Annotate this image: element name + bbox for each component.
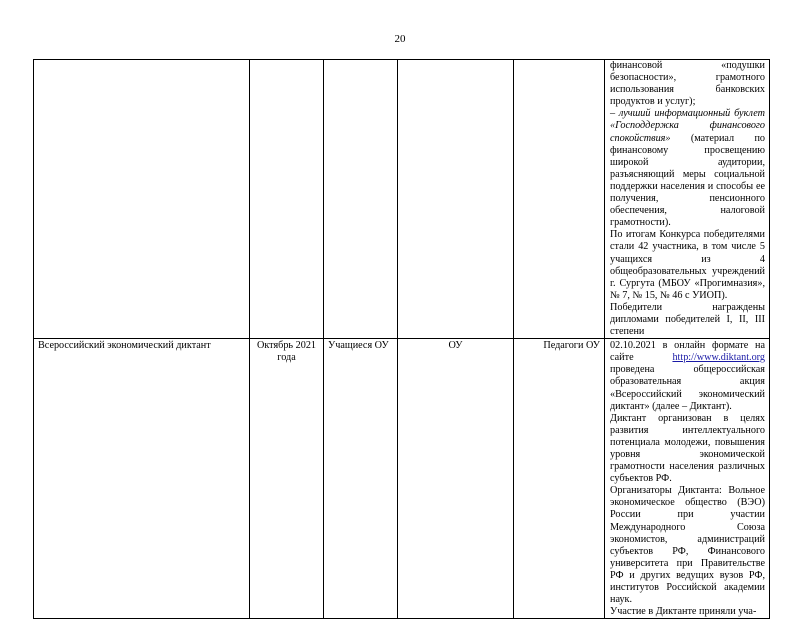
event-cell: Всероссийский экономический диктант	[34, 339, 250, 619]
description-paragraph: 02.10.2021 в онлайн формате на сайте http://www.diktant.org проведена общероссийская образовательная акция «Всероссийский экономический диктант» (далее – Диктант).	[610, 340, 765, 412]
responsible-cell: Педагоги ОУ	[514, 339, 605, 619]
description-paragraph: Победители награждены дипломами победителей I, II, III степени	[610, 301, 765, 338]
description-cell	[605, 60, 770, 339]
date-cell: Октябрь 2021 года	[250, 339, 324, 619]
level-cell: ОУ	[398, 339, 514, 619]
description-paragraph: Организаторы Диктанта: Вольное экономическое общество (ВЭО) России при участии Международного Союза экономистов, администраций субъектов РФ, Финансового университета при Правительстве РФ и других ведущих вузов РФ, институтов Российской академии наук.	[610, 485, 765, 606]
participants-cell: Учащиеся ОУ	[324, 339, 398, 619]
diktant-link[interactable]: http://www.diktant.org	[672, 352, 765, 364]
table-row	[34, 60, 770, 339]
booklet-description: (материал по финансовому просвещению широкой аудитории, разъясняющий меры социальной поддержки населения и способы ее получения, пенсионного обеспечения, налоговой грамотности).	[610, 132, 765, 229]
level-cell	[398, 60, 514, 339]
booklet-title: – лучший информационный буклет «Господдержка финансового спокойствия»	[610, 108, 765, 144]
description-cell	[605, 339, 770, 619]
description-paragraph: финансовой «подушки безопасности», грамотного использования банковских продуктов и услуг);	[610, 60, 765, 108]
description-paragraph: Диктант организован в целях развития интеллектуального потенциала молодежи, повышения уровня экономической грамотности населения различных субъектов РФ.	[610, 412, 765, 485]
page-number: 20	[394, 33, 406, 45]
table-row	[34, 339, 770, 619]
description-paragraph	[610, 108, 765, 229]
event-cell	[34, 60, 250, 339]
date-cell	[250, 60, 324, 339]
description-paragraph: По итогам Конкурса победителями стали 42 участника, в том числе 5 учащихся из 4 общеобразовательных учреждений г. Сургута (МБОУ «Прогимназия», № 7, № 15, № 46 с УИОП).	[610, 229, 765, 301]
participants-cell	[324, 60, 398, 339]
description-paragraph: Участие в Диктанте приняли уча-	[610, 606, 757, 618]
responsible-cell	[514, 60, 605, 339]
events-table	[33, 59, 770, 619]
